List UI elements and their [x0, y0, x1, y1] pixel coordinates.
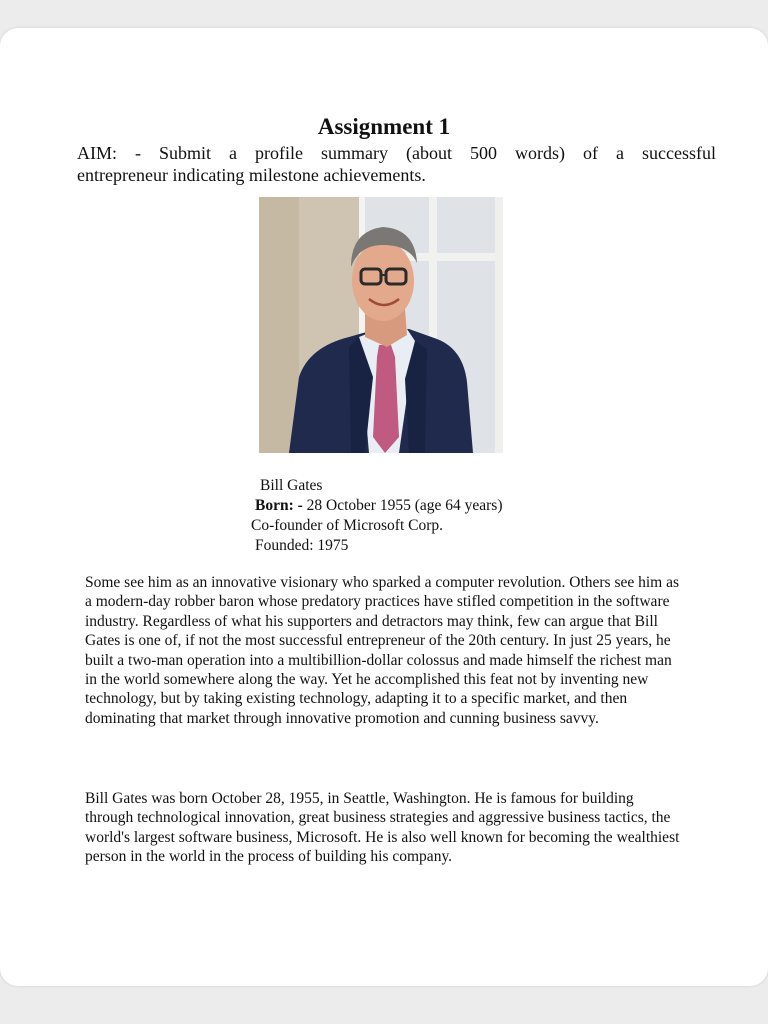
- born-label: Born: -: [255, 497, 303, 514]
- aim-line-1: AIM: - Submit a profile summary (about 500 words) of a successful: [77, 143, 716, 163]
- portrait-photo: [259, 197, 503, 453]
- caption-name: Bill Gates: [260, 477, 323, 494]
- page-title: Assignment 1: [317, 114, 451, 139]
- caption-role: Co-founder of Microsoft Corp.: [251, 517, 443, 534]
- aim-statement: [77, 142, 716, 186]
- caption-born: [255, 496, 503, 516]
- aim-line-2: entrepreneur indicating milestone achievements.: [77, 165, 426, 185]
- document-page: [0, 28, 768, 986]
- paragraph-intro: Some see him as an innovative visionary who sparked a computer revolution. Others see him as a modern-day robber baron whose predatory practices have stifled competition in the software industry. Regardless of what his supporters and detractors may think, few can argue that Bill Gates is one of, if not the most successful entrepreneur of the 20th century. In just 25 years, he built a two-man operation into a multibillion-dollar colossus and made himself the richest man in the world somewhere along the way. Yet he accomplished this feat not by inventing new technology, but by taking existing technology, adapting it to a specific market, and then dominating that market through innovative promotion and cunning business savvy.: [85, 574, 680, 727]
- born-value: 28 October 1955 (age 64 years): [302, 497, 503, 514]
- caption-founded: Founded: 1975: [255, 537, 349, 554]
- paragraph-biography: Bill Gates was born October 28, 1955, in Seattle, Washington. He is famous for building through technological innovation, great business strategies and aggressive business tactics, the world's largest software business, Microsoft. He is also well known for becoming the wealthiest person in the world in the process of building his company.: [85, 790, 680, 866]
- portrait-illustration: [259, 197, 503, 453]
